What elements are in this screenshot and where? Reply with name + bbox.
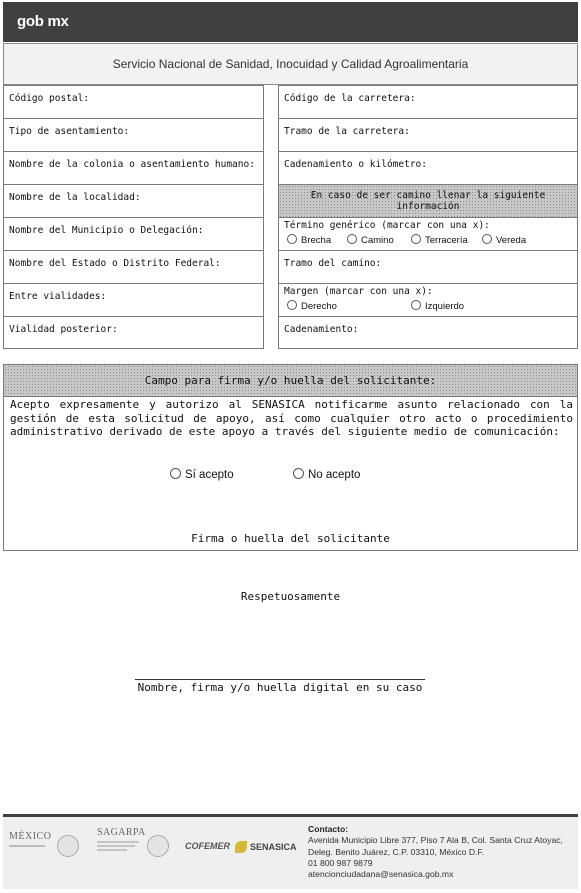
senasica-logo: SENASICA <box>250 842 297 852</box>
contact-title: Contacto: <box>308 824 349 834</box>
firma-label: Firma o huella del solicitante <box>191 532 390 545</box>
signature-header-label: Campo para firma y/o huella del solicitante: <box>144 374 437 387</box>
radio-icon <box>287 234 297 244</box>
field-codigo-postal[interactable] <box>4 86 263 119</box>
brand-logo[interactable]: gob mx <box>17 13 69 30</box>
agency-title: Servicio Nacional de Sanidad, Inocuidad y Calidad Agroalimentaria <box>112 57 469 71</box>
field-label: Tramo de la carretera: <box>284 126 410 137</box>
field-tramo-camino[interactable] <box>279 251 577 284</box>
option-no-acepto[interactable]: No acepto <box>293 468 360 481</box>
agency-title-bar <box>3 43 578 85</box>
respectfully-text: Respetuosamente <box>240 590 341 603</box>
field-label: Margen (marcar con una x): <box>284 286 433 297</box>
field-cadenamiento-km[interactable] <box>279 152 577 185</box>
contact-address-2: Deleg. Benito Juárez, C.P. 03310, México D.F. <box>308 846 485 857</box>
field-tramo-carretera[interactable] <box>279 119 577 152</box>
field-localidad[interactable] <box>4 185 263 218</box>
radio-icon <box>293 468 304 479</box>
field-label: Vialidad posterior: <box>9 324 118 335</box>
option-brecha[interactable]: Brecha <box>287 234 331 246</box>
radio-icon <box>287 300 297 310</box>
address-fields-left <box>3 85 264 349</box>
field-label: Tipo de asentamiento: <box>9 126 130 137</box>
top-bar <box>3 2 578 42</box>
option-terraceria[interactable]: Terracería <box>411 234 468 246</box>
field-codigo-carretera[interactable] <box>279 86 577 119</box>
contact-email[interactable]: atencionciudadana@senasica.gob.mx <box>308 869 454 880</box>
option-vereda[interactable]: Vereda <box>482 234 526 246</box>
margen-group <box>279 284 577 317</box>
radio-icon <box>411 300 421 310</box>
sagarpa-logo: SAGARPA <box>97 827 146 851</box>
radio-icon <box>411 234 421 244</box>
field-tipo-asentamiento[interactable] <box>4 119 263 152</box>
field-label: Término genérico (marcar con una x): <box>284 220 490 231</box>
cofemer-logo: COFEMER <box>185 841 230 851</box>
radio-icon <box>482 234 492 244</box>
field-municipio[interactable] <box>4 218 263 251</box>
footer <box>3 814 578 889</box>
signature-box <box>3 396 578 551</box>
option-derecho[interactable]: Derecho <box>287 300 337 312</box>
field-label: Nombre de la localidad: <box>9 192 141 203</box>
field-entre-vialidades[interactable] <box>4 284 263 317</box>
field-estado[interactable] <box>4 251 263 284</box>
field-label: Nombre del Estado o Distrito Federal: <box>9 258 221 269</box>
mexico-logo: MÉXICO <box>9 831 51 847</box>
signature-line-label: Nombre, firma y/o huella digital en su caso <box>137 681 423 694</box>
contact-phone[interactable]: 01 800 987 9879 <box>308 857 373 868</box>
radio-icon <box>347 234 357 244</box>
field-label: Cadenamiento o kilómetro: <box>284 159 427 170</box>
field-label: Nombre del Municipio o Delegación: <box>9 225 204 236</box>
signature-header <box>3 364 578 397</box>
camino-note-bar <box>279 185 577 218</box>
field-label: Nombre de la colonia o asentamiento humano: <box>9 159 255 170</box>
logo-subtext <box>9 845 45 847</box>
consent-text: Acepto expresamente y autorizo al SENASICA notificarme asunto relacionado con la gestión de esta solicitud de apoyo, así como cualquier otro acto o procedimiento administrativo derivado de este apoyo a través del siguiente medio de comunicación: <box>10 398 573 438</box>
contact-address-1: Avenida Municipio Libre 377, Piso 7 Ala B, Col. Santa Cruz Atoyac, <box>308 835 563 846</box>
field-label: Tramo del camino: <box>284 258 382 269</box>
field-label: Código postal: <box>9 93 90 104</box>
field-cadenamiento[interactable] <box>279 317 577 348</box>
field-label: Código de la carretera: <box>284 93 416 104</box>
field-label: Entre vialidades: <box>9 291 107 302</box>
senasica-leaf-icon <box>235 841 247 853</box>
camino-note: En caso de ser camino llenar la siguiente información <box>310 190 546 212</box>
option-camino[interactable]: Camino <box>347 234 394 246</box>
field-vialidad-posterior[interactable] <box>4 317 263 348</box>
termino-generico-group <box>279 218 577 251</box>
field-colonia[interactable] <box>4 152 263 185</box>
road-fields-right <box>278 85 578 349</box>
signature-line[interactable] <box>135 679 425 680</box>
coat-of-arms-icon <box>147 835 169 857</box>
radio-icon <box>170 468 181 479</box>
option-izquierdo[interactable]: Izquierdo <box>411 300 464 312</box>
contact-info <box>308 824 563 880</box>
coat-of-arms-icon <box>57 835 79 857</box>
option-si-acepto[interactable]: Sí acepto <box>170 468 234 481</box>
field-label: Cadenamiento: <box>284 324 359 335</box>
